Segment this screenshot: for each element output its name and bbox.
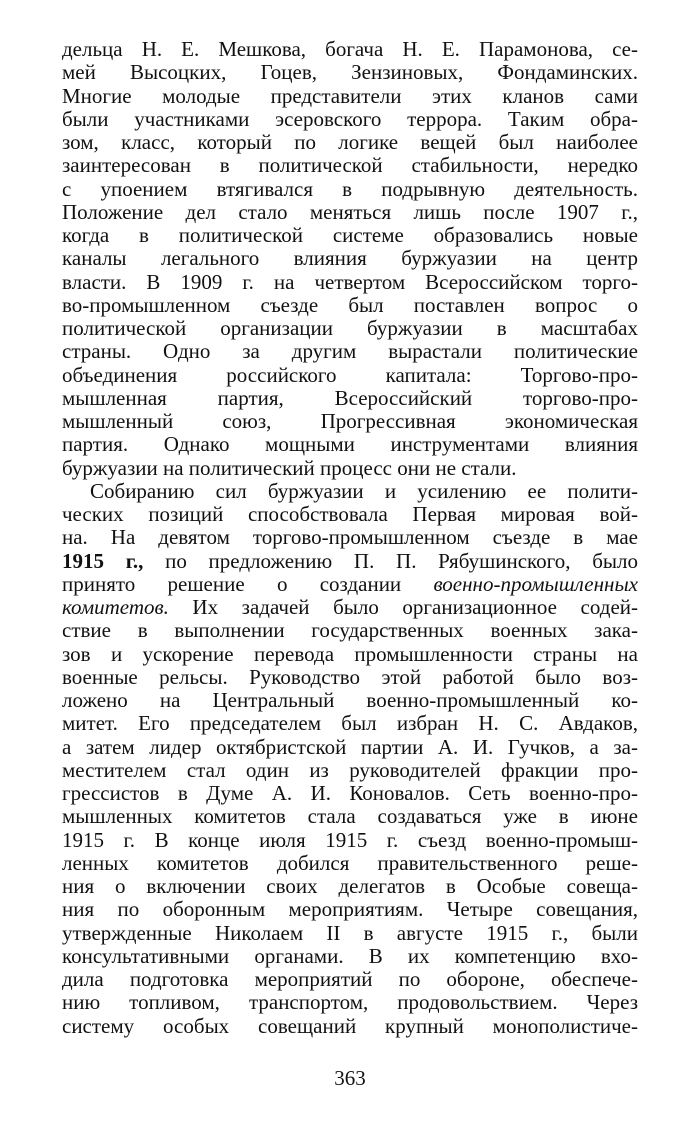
text-span: по предложению П. П. Рябушинского, было [143, 549, 638, 573]
italic-term: комитетов. [62, 596, 169, 619]
page-number: 363 [334, 1066, 366, 1090]
text-line: зов и ускорение перевода промышленности страны на [62, 642, 638, 666]
text-line: буржуазии на политический процесс они не стали. [62, 456, 517, 480]
text-line: консультативными органами. В их компетенцию вхо- [62, 944, 638, 968]
text-line: военные рельсы. Руководство этой работой было воз- [62, 665, 638, 689]
text-line: страны. Одно за другим вырастали политические [62, 340, 638, 364]
text-line: нию топливом, транспортом, продовольствием. Через [62, 991, 638, 1015]
text-line: ческих позиций способствовала Первая мировая вой- [62, 503, 638, 526]
text-line [62, 596, 638, 619]
text-span: принято решение о создании [62, 572, 434, 596]
text-line: каналы легального влияния буржуазии на центр [62, 247, 638, 271]
text-line: митет. Его председателем был избран Н. С. Авдаков, [62, 712, 638, 736]
text-line: ложено на Центральный военно-промышленный ко- [62, 689, 638, 712]
text-line: на. На девятом торгово-промышленном съезде в мае [62, 526, 638, 550]
text-line: зом, класс, который по логике вещей был наиболее [62, 131, 638, 154]
paragraph-2 [62, 480, 638, 1038]
text-line: мышленная партия, Всероссийский торгово-про- [62, 386, 638, 410]
text-line: заинтересован в политической стабильности, нередко [62, 154, 638, 178]
text-line: 1915 г. В конце июля 1915 г. съезд военно-промыш- [62, 828, 638, 852]
text-line [62, 573, 638, 596]
text-line: политической организации буржуазии в масштабах [62, 317, 638, 340]
text-line: дельца Н. Е. Мешкова, богача Н. Е. Парамонова, се- [62, 38, 638, 61]
text-line: партия. Однако мощными инструментами влияния [62, 433, 638, 457]
text-line: ния о включении своих делегатов в Особые совеща- [62, 875, 638, 898]
text-line: ленных комитетов добился правительственного реше- [62, 851, 638, 875]
text-line: мышленных комитетов стала создаваться уже в июне [62, 805, 638, 829]
text-span: Их задачей было организационное содей- [168, 596, 638, 619]
text-line: систему особых совещаний крупный монополистиче- [62, 1014, 638, 1038]
text-line: объединения российского капитала: Торгово-про- [62, 363, 638, 387]
text-line: грессистов в Думе А. И. Коновалов. Сеть военно-про- [62, 782, 638, 805]
paragraph-1 [62, 38, 638, 480]
text-line: Положение дел стало меняться лишь после 1907 г., [62, 200, 638, 224]
text-line: Многие молодые представители этих кланов сами [62, 84, 638, 108]
text-line: а затем лидер октябристской партии А. И. Гучков, а за- [62, 735, 638, 759]
text-line: ния по оборонным мероприятиям. Четыре совещания, [62, 898, 638, 922]
text-line: во-промышленном съезде был поставлен вопрос о [62, 293, 638, 317]
text-line: мышленный союз, Прогрессивная экономическая [62, 410, 638, 433]
text-line: дила подготовка мероприятий по обороне, обеспече- [62, 968, 638, 991]
text-line: мей Высоцких, Гоцев, Зензиновых, Фондаминских. [62, 61, 638, 85]
text-line: утвержденные Николаем II в августе 1915 г., были [62, 921, 638, 945]
text-line: с упоением втягивался в подрывную деятельность. [62, 177, 638, 201]
page-text [62, 38, 638, 1038]
bold-year: 1915 г., [62, 549, 144, 573]
text-line: были участниками эсеровского террора. Таким обра- [62, 107, 638, 131]
text-line: власти. В 1909 г. на четвертом Всероссийском торго- [62, 270, 638, 294]
text-line: Собиранию сил буржуазии и усилению ее полити- [90, 479, 638, 503]
text-line: местителем стал один из руководителей фракции про- [62, 758, 638, 782]
text-line [62, 550, 638, 573]
text-line: ствие в выполнении государственных военных зака- [62, 619, 638, 643]
text-line: когда в политической системе образовались новые [62, 224, 638, 247]
italic-term: военно-промышленных [433, 572, 638, 596]
